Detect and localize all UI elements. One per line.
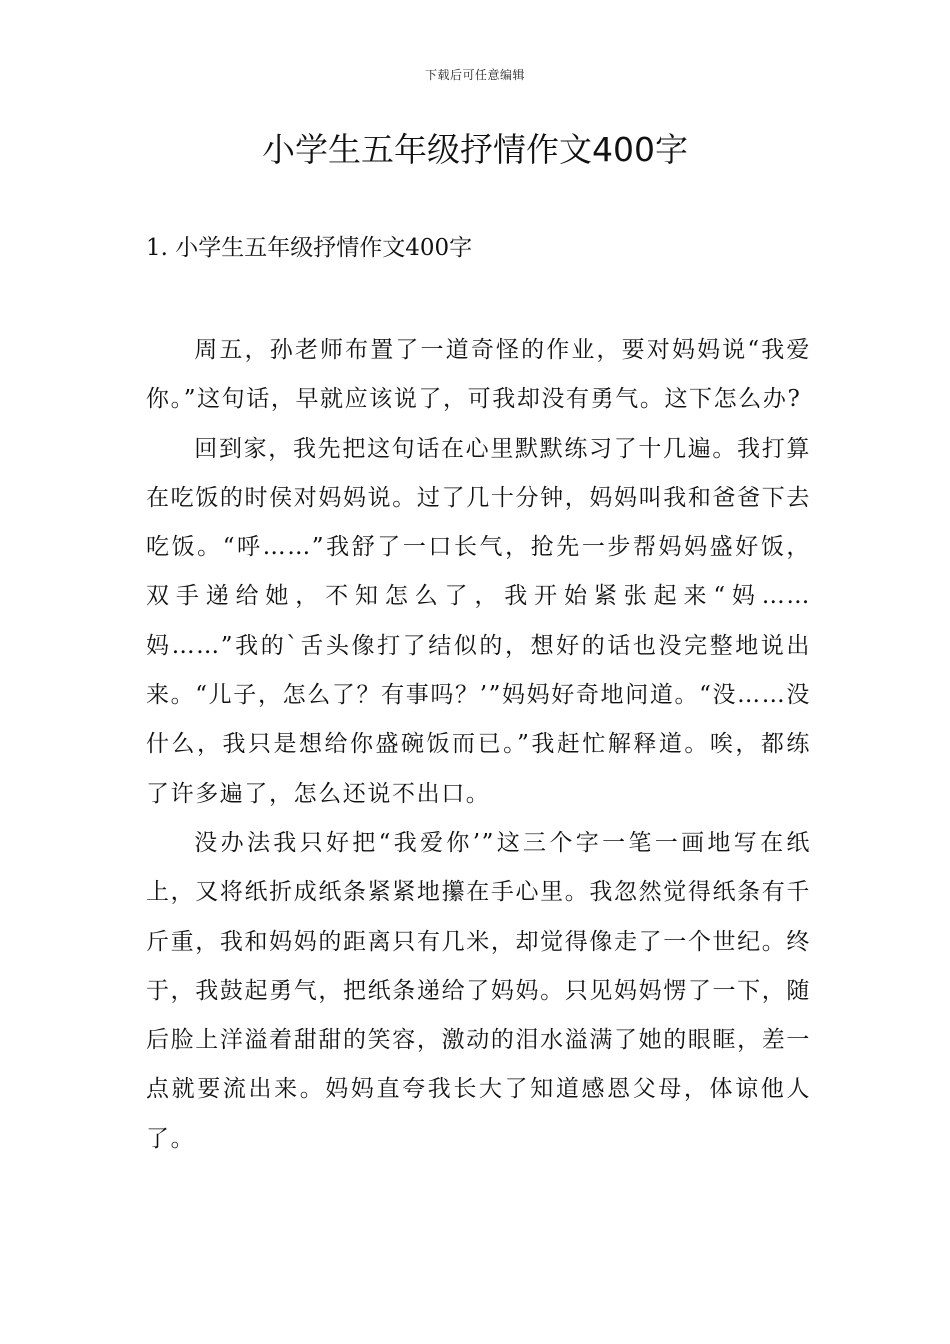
paragraph-2: 回到家，我先把这句话在心里默默练习了十几遍。我打算在吃饭的时侯对妈妈说。过了几十分钟，妈妈叫我和爸爸下去吃饭。“呼……”我舒了一口长气，抢先一步帮妈妈盛好饭，双手递给她，不知怎么了，我开始紧张起来“妈……妈……”我的`舌头像打了结似的，想好的话也没完整地说出来。“儿子，怎么了？有事吗？’”妈妈好奇地问道。“没……没什么，我只是想给你盛碗饭而已。”我赶忙解释道。唉，都练了许多遍了，怎么还说不出口。 [146,435,811,807]
paragraph-1: 周五，孙老师布置了一道奇怪的作业，要对妈妈说“我爱你。”这句话，早就应该说了，可我却没有勇气。这下怎么办? [146,337,811,413]
paragraph-3: 没办法我只好把“我爱你’”这三个字一笔一画地写在纸上，又将纸折成纸条紧紧地攥在手心里。我忽然觉得纸条有千斤重，我和妈妈的距离只有几米，却觉得像走了一个世纪。终于，我鼓起勇气，把纸条递给了妈妈。只见妈妈愣了一下，随后脸上洋溢着甜甜的笑容，激动的泪水溢满了她的眼眶，差一点就要流出来。妈妈直夸我长大了知道感恩父母，体谅他人了。 [146,829,811,1152]
header-note: 下载后可任意编辑 [424,68,525,82]
essay-body [146,326,811,1164]
page-title: 小学生五年级抒情作文400字 [262,130,688,169]
section-heading: 1. 小学生五年级抒情作文400字 [146,235,473,261]
